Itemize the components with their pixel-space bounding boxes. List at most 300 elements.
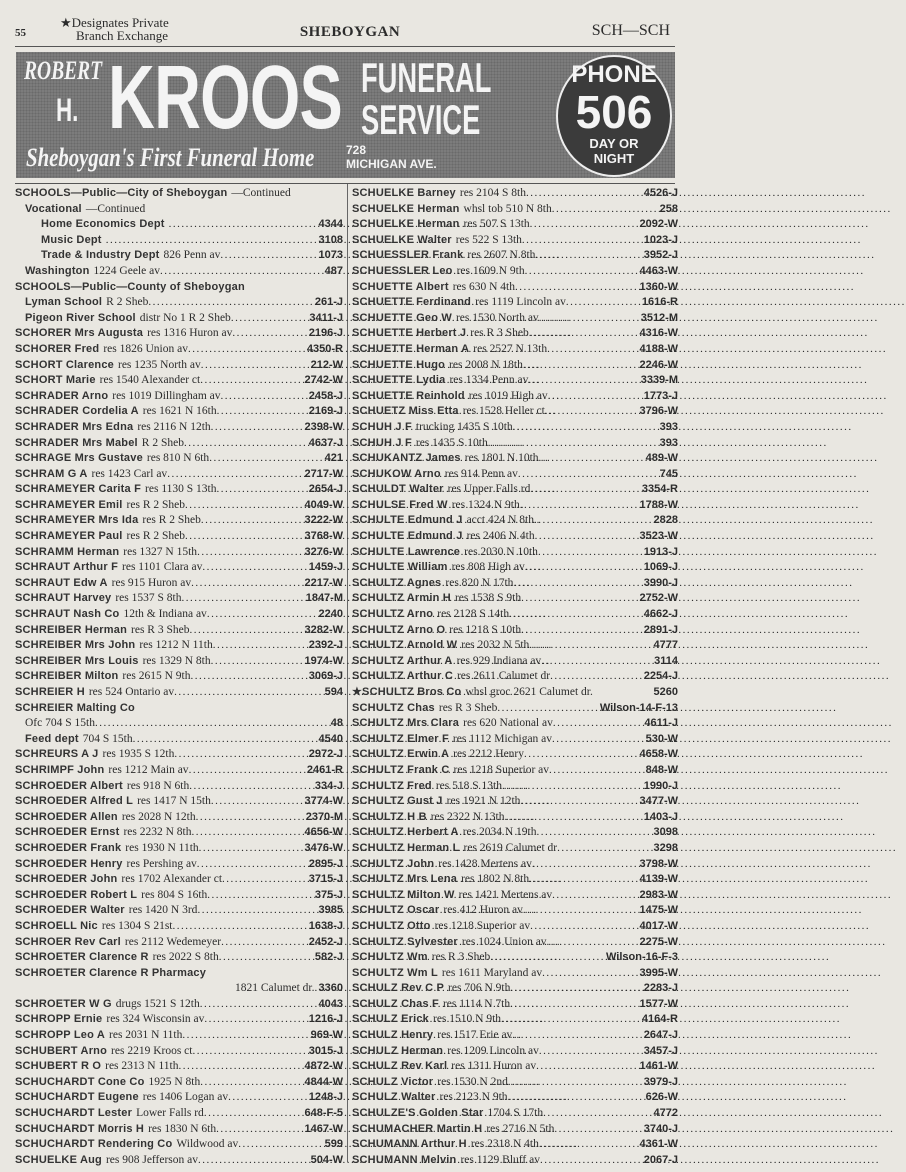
listing-name: SCHULTZ Arnold W [352, 639, 458, 652]
listing-row [15, 997, 343, 1013]
dot-leader [189, 763, 307, 779]
listing-phone: 2828 [653, 514, 678, 527]
listing-phone: 2246-W [639, 358, 678, 371]
listing-phone: 3798-W [639, 857, 678, 870]
listing-phone: 2458-J [308, 389, 343, 402]
listing-phone: 393 [659, 420, 678, 433]
listing-row [15, 420, 343, 436]
listing-address: res 1423 Carl av [91, 467, 168, 480]
dot-leader [542, 966, 639, 982]
listing-phone: 3098 [653, 826, 678, 839]
listing-row [15, 1012, 343, 1028]
listing-address: res 2611 Calumet dr [456, 670, 551, 683]
dot-leader [550, 669, 644, 685]
listing-phone: 4017-W [639, 919, 678, 932]
listing-name: SCHROETER W G [15, 997, 112, 1010]
listing-address: res Upper Falls rd [447, 483, 531, 496]
dot-leader [536, 1059, 639, 1075]
listing-name: SCHULTZ Armin H [352, 592, 451, 605]
listing-address: res 1830 N 6th [148, 1122, 217, 1135]
listing-phone: 3768-W [304, 530, 343, 543]
listing-name: SCHUKANTZ James [352, 452, 461, 465]
listing-phone: 212-W [310, 358, 343, 371]
listing-address: res 2322 N 13th [430, 810, 505, 823]
listing-address: 826 Penn av [163, 249, 221, 262]
listing-name: SCHRAUT Nash Co [15, 608, 120, 621]
listing-row [352, 295, 678, 311]
ad-line-funeral: FUNERAL [361, 54, 492, 101]
listing-address: res 2028 N 12th [121, 810, 196, 823]
dot-leader [554, 1122, 643, 1138]
listing-phone: 3952-J [643, 249, 678, 262]
dot-leader [509, 607, 644, 623]
listing-address: res 1218 Superior av [434, 919, 531, 932]
dot-leader [524, 747, 639, 763]
listing-address: drugs 1521 S 12th [115, 997, 200, 1010]
dot-leader [222, 872, 309, 888]
dot-leader [497, 701, 600, 717]
dot-leader [219, 950, 315, 966]
listing-row [15, 217, 343, 233]
listing-phone: 3108 [318, 233, 343, 246]
listing-name: SCHRAMEYER Carita F [15, 483, 142, 496]
listing-phone: 393 [659, 436, 678, 449]
listing-row [352, 529, 678, 545]
dot-leader [106, 233, 319, 249]
dot-leader [513, 576, 643, 592]
listing-row [352, 1028, 678, 1044]
listing-phone: 4611-J [644, 717, 678, 730]
listing-row [15, 950, 343, 966]
listing-name: ★SCHULTZ Bros Co [352, 686, 462, 698]
listing-phone: 2752-W [639, 592, 678, 605]
listing-name: SCHRAM G A [15, 467, 88, 480]
listing-row [15, 202, 343, 218]
dot-leader [552, 888, 639, 904]
dot-leader [228, 1090, 309, 1106]
listing-address: res 2232 N 8th [123, 826, 192, 839]
dot-leader [178, 1059, 304, 1075]
listing-name: SCHULTZ Arno [352, 608, 434, 621]
dot-leader [520, 794, 639, 810]
listing-row [15, 903, 343, 919]
listing-address: res 1435 S 10th [415, 436, 488, 449]
listing-name: SCHUETTE Herman A [352, 342, 470, 355]
dot-leader [510, 981, 643, 997]
listing-row [352, 857, 678, 873]
listing-phone: 1360-W [639, 280, 678, 293]
listing-address: whsl groc 2621 Calumet dr. [465, 686, 593, 698]
dot-leader [174, 747, 308, 763]
listing-address: res 507 S 13th [463, 218, 530, 231]
listing-name: SCHULTZ Chas [352, 701, 435, 714]
dot-leader [160, 264, 325, 280]
listing-row [15, 467, 343, 483]
dot-leader [523, 903, 640, 919]
listing-address: res 1621 N 16th [142, 405, 217, 418]
listing-address: res 1327 N 15th [123, 545, 198, 558]
listing-address: res 2619 Calumet dr [463, 841, 558, 854]
listing-name: SCHROEDER Allen [15, 810, 118, 823]
listing-address: Lower Falls rd [136, 1107, 204, 1120]
listing-row [15, 311, 343, 327]
listing-phone: 626-W [645, 1091, 678, 1104]
listing-name: SCHRAMEYER Mrs Ida [15, 514, 139, 527]
listing-address: res 2116 N 12th [137, 420, 211, 433]
listing-phone: 4188-W [639, 342, 678, 355]
listing-name: SCHUCHARDT Morris H [15, 1122, 145, 1135]
listing-address: res 1119 Lincoln av [475, 296, 566, 309]
dot-leader [508, 1075, 644, 1091]
listing-row [352, 935, 678, 951]
listing-row [352, 436, 678, 452]
listing-address: whsl tob 510 N 8th [463, 202, 552, 215]
listing-phone: 1913-J [643, 545, 678, 558]
listing-row [15, 623, 343, 639]
listing-phone: 2240 [318, 608, 343, 621]
listing-row [15, 654, 343, 670]
dot-leader [148, 295, 315, 311]
listing-phone: 375-J [314, 888, 343, 901]
dot-leader [488, 436, 660, 452]
dot-leader [547, 342, 639, 358]
listing-name: SCHRAUT Arthur F [15, 561, 119, 574]
listing-address: res 2030 N 10th [464, 545, 538, 558]
ad-address-street: MICHIGAN AVE. [346, 157, 437, 171]
listing-address: res 1935 S 12th [102, 748, 175, 761]
listing-address: res R 2 Sheb [142, 514, 201, 527]
listing-name: SCHROEDER Ernst [15, 826, 120, 839]
listing-phone: 4844-W [304, 1075, 343, 1088]
listing-address: Wildwood av [176, 1138, 239, 1151]
listing-name: SCHUH J F [352, 436, 412, 449]
listing-name: SCHROEDER Robert L [15, 888, 138, 901]
listing-address: distr No 1 R 2 Sheb [139, 311, 231, 324]
listing-phone: 2370-M [305, 810, 343, 823]
listing-address: res 620 National av [463, 717, 553, 730]
listing-phone: 648-F-5 [304, 1107, 343, 1120]
listing-name: SCHROELL Nic [15, 919, 98, 932]
listing-address: res 1540 Alexander ct [99, 374, 201, 387]
listing-phone: 2654-J [308, 483, 343, 496]
dot-leader [207, 607, 319, 623]
listing-row [352, 248, 678, 264]
dot-leader [188, 342, 307, 358]
listing-name: SCHUELKE Aug [15, 1153, 102, 1166]
listing-address: res 1334 Penn av [449, 374, 529, 387]
listing-name: SCHUELKE Herman [352, 202, 460, 215]
listing-name: SCHULZ Erick [352, 1013, 429, 1026]
dot-leader [539, 451, 646, 467]
header-rule [15, 46, 675, 47]
listing-name: SCHULTZ H B [352, 810, 427, 823]
dot-leader [518, 467, 660, 483]
listing-phone: 582-J [314, 951, 343, 964]
listing-phone: 3995-W [639, 966, 678, 979]
dot-leader [221, 935, 309, 951]
listing-name: SCHUETZ Miss Etta [352, 405, 459, 418]
listing-phone: 2895-J [308, 857, 343, 870]
listing-name: SCHUESSLER Frank [352, 249, 464, 262]
listing-phone: 2217-W [304, 576, 343, 589]
dot-leader [566, 295, 642, 311]
listing-name: Home Economics Dept [41, 218, 165, 231]
listing-row [352, 841, 678, 857]
listing-phone: 4164-R [641, 1013, 678, 1026]
listing-address: res 1311 Huron av [451, 1060, 537, 1073]
listing-address: res 2128 S 14th [437, 608, 510, 621]
listing-phone: 3069-J [308, 670, 343, 683]
dot-leader [543, 1106, 653, 1122]
dot-leader [552, 202, 660, 218]
listing-address: res 1510 N 9th [432, 1013, 502, 1026]
dot-leader [557, 841, 653, 857]
dot-leader [535, 248, 643, 264]
listing-row [15, 1153, 343, 1169]
listing-row [15, 560, 343, 576]
listing-phone: 487 [324, 264, 343, 277]
listing-name: SCHOOLS—Public—City of Sheboygan [15, 187, 228, 199]
listing-phone: 1023-J [643, 233, 678, 246]
listing-phone: 3523-W [639, 530, 678, 543]
listing-name: SCHOOLS—Public—County of Sheboygan [15, 280, 245, 293]
listing-name: SCHUBERT Arno [15, 1044, 108, 1057]
listing-address: 12th & Indiana av [123, 608, 207, 621]
listing-address: res 630 N 4th [452, 280, 516, 293]
listing-name: SCHULTZ Sylvester [352, 935, 458, 948]
listing-row [15, 935, 343, 951]
listing-row [352, 903, 678, 919]
listing-name: SCHROEDER Henry [15, 857, 123, 870]
listing-phone: 504-W [310, 1153, 343, 1166]
listing-name: SCHROER Rev Carl [15, 935, 121, 948]
listing-row [352, 1106, 678, 1122]
dot-leader [216, 1122, 304, 1138]
dot-leader [199, 841, 305, 857]
listing-address: 1925 N 8th [148, 1075, 201, 1088]
listing-address: res 1428 Mertens av [438, 857, 532, 870]
dot-leader [512, 1028, 643, 1044]
listing-phone: 5260 [653, 686, 678, 698]
listing-phone: 3354-R [641, 483, 678, 496]
dot-leader [167, 467, 304, 483]
pbx-legend-line2: Branch Exchange [76, 28, 169, 43]
listing-address: res 1019 Dillingham av [112, 389, 221, 402]
listing-name: SCHULZ Rev Karl [352, 1060, 448, 1073]
listing-phone: 4658-W [639, 748, 678, 761]
listing-phone: 489-W [645, 452, 678, 465]
listing-name: SCHULTZ Otto [352, 919, 431, 932]
listing-phone: 3512-M [640, 311, 678, 324]
listing-row [15, 498, 343, 514]
listing-address: res 915 Huron av [111, 576, 192, 589]
listing-address: res 2031 N 11th [109, 1029, 183, 1042]
listing-row [352, 1090, 678, 1106]
listing-phone: 1073 [318, 249, 343, 262]
dot-leader [502, 779, 644, 795]
listing-name: SCHULTZ Herman L [352, 841, 460, 854]
listing-name: SCHUELKE Walter [352, 233, 452, 246]
listing-address: res 1218 S 10th [449, 623, 522, 636]
listing-address: res 518 S 13th [435, 779, 502, 792]
listing-phone: 2392-J [308, 639, 343, 652]
dot-leader [553, 716, 644, 732]
dot-leader [232, 326, 308, 342]
listing-phone: 421 [324, 452, 343, 465]
alpha-range: SCH—SCH [591, 22, 670, 39]
listing-row [352, 498, 678, 514]
dot-leader [536, 825, 653, 841]
dot-leader [547, 935, 640, 951]
listing-name: SCHREIER Malting Co [15, 701, 135, 714]
listing-phone: 3411-J [309, 311, 343, 324]
listing-row [352, 326, 678, 342]
listing-row [352, 1153, 678, 1169]
listing-row [15, 981, 343, 997]
listing-address: res 1212 N 11th [139, 639, 213, 652]
listing-name: SCHREIBER Mrs John [15, 639, 136, 652]
listing-name: SCHULTZ Fred [352, 779, 432, 792]
listing-row [15, 919, 343, 935]
listing-name: SCHROPP Ernie [15, 1013, 103, 1026]
listing-row [352, 747, 678, 763]
listing-row [15, 794, 343, 810]
dot-leader [173, 919, 309, 935]
listing-phone: 2283-J [643, 982, 678, 995]
dot-leader [192, 1044, 308, 1060]
listing-phone: 4361-W [639, 1138, 678, 1151]
dot-leader [184, 436, 309, 452]
listing-name: SCHRAMM Herman [15, 545, 120, 558]
listing-row [352, 716, 678, 732]
listing-row [15, 732, 343, 748]
dot-leader [201, 513, 305, 529]
listing-phone: 969-W [310, 1029, 343, 1042]
listing-row [15, 248, 343, 264]
listing-address: res 820 N 17th [445, 576, 514, 589]
listing-address: res 1611 Maryland av [441, 966, 543, 979]
listing-row [15, 576, 343, 592]
listing-name: SCHULTE Lawrence [352, 545, 461, 558]
listing-row [352, 1059, 678, 1075]
dot-leader [529, 326, 640, 342]
listing-name: SCHULTZ Mrs Clara [352, 717, 460, 730]
listing-phone: 3114 [654, 654, 678, 667]
listing-address: res 908 Jefferson av [105, 1153, 199, 1166]
listing-phone: 530-W [645, 732, 678, 745]
dot-leader [529, 638, 653, 654]
dot-leader [185, 498, 304, 514]
listing-phone: 2647-J [643, 1029, 678, 1042]
dot-leader [530, 217, 640, 233]
listing-address: res 1826 Union av [103, 342, 188, 355]
dot-leader [196, 810, 306, 826]
dot-leader [501, 1012, 642, 1028]
listing-row [15, 607, 343, 623]
listing-name: SCHULTZ Wm [352, 951, 428, 964]
listing-address: trucking 1435 S 10th [415, 420, 513, 433]
listing-address: 704 S 15th [82, 732, 133, 745]
dot-leader [204, 1106, 305, 1122]
dot-leader [530, 919, 639, 935]
dot-leader [211, 654, 305, 670]
listing-row [352, 685, 678, 701]
listing-phone: 261-J [314, 296, 343, 309]
dot-leader [532, 857, 640, 873]
funeral-home-advertisement [16, 48, 675, 178]
listing-address: res 804 S 16th [141, 888, 208, 901]
listing-name: SCHUETTE Ferdinand [352, 296, 472, 309]
listing-address: 1821 Calumet dr. [234, 982, 315, 995]
listing-phone: 1990-J [643, 779, 678, 792]
listing-name: Pigeon River School [25, 311, 136, 324]
listing-address: res 1130 S 13th [145, 483, 217, 496]
listing-name: SCHUETTE Hugo [352, 358, 446, 371]
listing-name: SCHULTZ Agnes [352, 576, 442, 589]
listing-name: SCHRAMEYER Emil [15, 498, 123, 511]
dot-leader [202, 560, 308, 576]
listing-name: SCHULTE William [352, 561, 448, 574]
listing-name: SCHULZ Rev C P [352, 982, 445, 995]
listing-address: res 1420 N 3rd [128, 904, 198, 917]
listing-row [15, 763, 343, 779]
listing-phone: 1773-J [643, 389, 678, 402]
listing-address: res 2527 N 13th [473, 342, 548, 355]
listing-row [352, 888, 678, 904]
listing-row [352, 217, 678, 233]
listing-phone: 2092-W [639, 218, 678, 231]
listing-name: SCHRADER Cordelia A [15, 405, 139, 418]
dot-leader [541, 654, 654, 670]
listing-address: res 2406 N 4th [466, 530, 535, 543]
listing-name: SCHULZ Herman [352, 1044, 444, 1057]
listing-row [352, 701, 678, 717]
listing-row [15, 716, 343, 732]
listing-phone: 3222-W [304, 514, 343, 527]
ad-surname: KROOS [108, 48, 343, 148]
listing-address: res R 3 Sheb [438, 701, 498, 714]
listing-name: SCHREIBER Herman [15, 623, 128, 636]
page-number: 55 [15, 27, 26, 39]
listing-phone: 2452-J [308, 935, 343, 948]
listing-address: res 1930 N 11th [125, 841, 199, 854]
listing-row [15, 482, 343, 498]
listing-address: res 1537 S 8th [115, 592, 182, 605]
dot-leader [525, 560, 644, 576]
listing-address: res 2022 S 8th [152, 951, 219, 964]
listing-row [352, 919, 678, 935]
listing-phone: 2275-W [639, 935, 678, 948]
listing-name: SCHULDT Walter [352, 483, 444, 496]
listing-row [15, 841, 343, 857]
dot-leader [490, 950, 606, 966]
listing-name: SCHULTE Edmund J [352, 514, 463, 527]
listing-phone: 4656-W [304, 826, 343, 839]
listing-name: SCHREIBER Milton [15, 670, 119, 683]
listing-row [15, 545, 343, 561]
listing-name: SCHROPP Leo A [15, 1029, 106, 1042]
listing-name: SCHUCHARDT Rendering Co [15, 1138, 173, 1151]
listing-row [15, 295, 343, 311]
listing-row [15, 451, 343, 467]
listing-name: SCHUETTE Herbert J [352, 327, 467, 340]
listing-name: SCHUCHARDT Lester [15, 1107, 133, 1120]
listing-row [15, 888, 343, 904]
dot-leader [520, 498, 640, 514]
listing-row [15, 1122, 343, 1138]
listing-name: SCHORER Fred [15, 342, 100, 355]
listing-address: res R 3 Sheb [131, 623, 190, 636]
